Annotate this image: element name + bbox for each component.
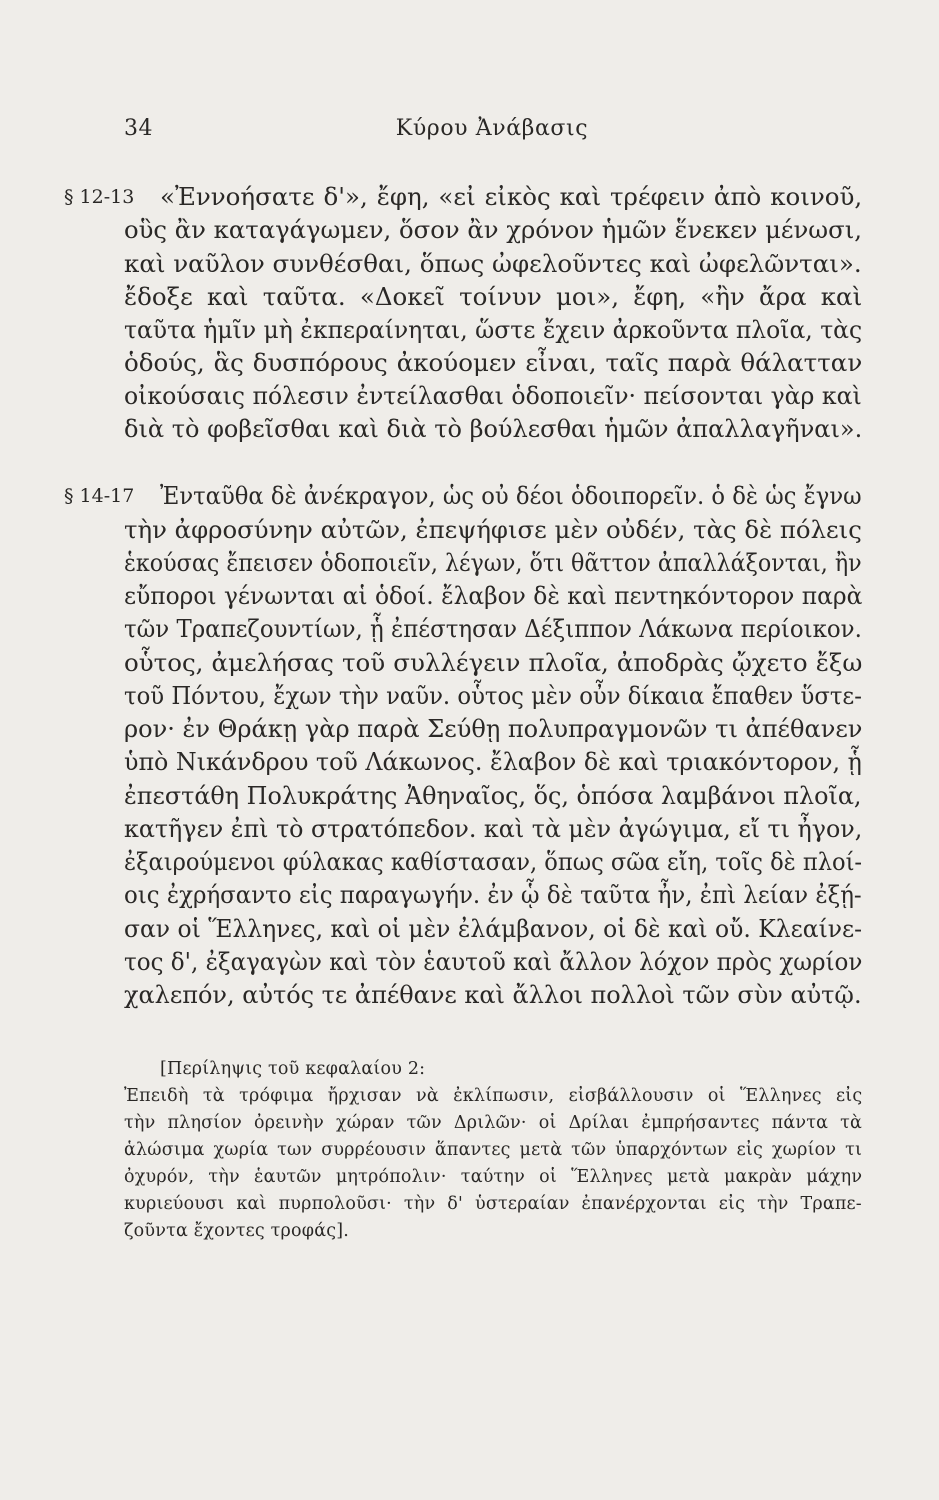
running-title: Κύρου Ἀνάβασις <box>395 116 589 141</box>
footnote-line: κυριεύουσι καὶ πυρπολοῦσι· τὴν δ' ὑστεραίαν ἐπανέρχονται εἰς τὴν Τραπε- <box>124 1194 862 1214</box>
text-line: τὴν ἀφροσύνην αὐτῶν, ἐπεψήφισε μὲν οὐδέν, τὰς δὲ πόλεις <box>124 515 862 544</box>
text-line: ἑκούσας ἔπεισεν ὁδοποιεῖν, λέγων, ὅτι θᾶττον ἀπαλλάξονται, ἢν <box>124 548 862 577</box>
text-line: «Ἐννοήσατε δ'», ἔφη, «εἰ εἰκὸς καὶ τρέφειν ἀπὸ κοινοῦ, <box>160 182 863 211</box>
footnote-line: τὴν πλησίον ὀρεινὴν χώραν τῶν Δριλῶν· οἱ Δρίλαι ἐμπρήσαντες πάντα τὰ <box>124 1113 863 1133</box>
section-marker: § 12-13 <box>64 186 135 208</box>
section-marker: § 14-17 <box>64 485 135 507</box>
text-line: τῶν Τραπεζουντίων, ᾗ ἐπέστησαν Δέξιππον Λάκωνα περίοικον. <box>124 614 862 643</box>
text-line: χαλεπόν, αὐτός τε ἀπέθανε καὶ ἄλλοι πολλοὶ τῶν σὺν αὐτῷ. <box>124 980 862 1009</box>
text-line: ἐξαιρούμενοι φύλακας καθίστασαν, ὅπως σῶα εἴη, τοῖς δὲ πλοί- <box>124 847 863 876</box>
text-line: Ἐνταῦθα δὲ ἀνέκραγον, ὡς οὐ δέοι ὁδοιπορεῖν. ὁ δὲ ὡς ἔγνω <box>160 481 862 510</box>
page-number: 34 <box>124 116 153 141</box>
footnote-line: Ἐπειδὴ τὰ τρόφιμα ἤρχισαν νὰ ἐκλίπωσιν, εἰσβάλλουσιν οἱ Ἕλληνες εἰς <box>124 1086 863 1106</box>
text-line: οὓς ἂν καταγάγωμεν, ὅσον ἂν χρόνον ἡμῶν ἕνεκεν μένωσι, <box>124 215 862 244</box>
page-header <box>124 116 860 150</box>
text-line: σαν οἱ Ἕλληνες, καὶ οἱ μὲν ἐλάμβανον, οἱ δὲ καὶ οὔ. Κλεαίνε- <box>124 914 863 943</box>
text-line: ταῦτα ἡμῖν μὴ ἐκπεραίνηται, ὥστε ἔχειν ἀρκοῦντα πλοῖα, τὰς <box>124 315 863 344</box>
text-line: ρον· ἐν Θράκῃ γὰρ παρὰ Σεύθῃ πολυπραγμονῶν τι ἀπέθανεν <box>124 714 863 743</box>
text-line: οις ἐχρήσαντο εἰς παραγωγήν. ἐν ᾧ δὲ ταῦτα ἦν, ἐπὶ λείαν ἐξῄ- <box>124 880 862 909</box>
text-line: καὶ ναῦλον συνθέσθαι, ὅπως ὠφελοῦντες καὶ ὠφελῶνται». <box>124 249 862 278</box>
text-line: ἐπεστάθη Πολυκράτης Ἀθηναῖος, ὅς, ὁπόσα λαμβάνοι πλοῖα, <box>124 781 862 810</box>
text-line: οὗτος, ἀμελήσας τοῦ συλλέγειν πλοῖα, ἀποδρὰς ᾤχετο ἔξω <box>124 648 863 677</box>
footnote-line: [Περίληψις τοῦ κεφαλαίου 2: <box>160 1059 426 1079</box>
text-line: ἔδοξε καὶ ταῦτα. «Δοκεῖ τοίνυν μοι», ἔφη, «ἢν ἄρα καὶ <box>124 282 863 311</box>
text-line: διὰ τὸ φοβεῖσθαι καὶ διὰ τὸ βούλεσθαι ἡμῶν ἀπαλλαγῆναι». <box>124 414 863 443</box>
text-line: τος δ', ἐξαγαγὼν καὶ τὸν ἑαυτοῦ καὶ ἄλλον λόχον πρὸς χωρίον <box>124 947 863 976</box>
text-line: ὑπὸ Νικάνδρου τοῦ Λάκωνος. ἔλαβον δὲ καὶ τριακόντορον, ᾗ <box>124 747 862 776</box>
text-line: κατῆγεν ἐπὶ τὸ στρατόπεδον. καὶ τὰ μὲν ἀγώγιμα, εἴ τι ἦγον, <box>124 814 863 843</box>
text-line: ὁδούς, ἃς δυσπόρους ἀκούομεν εἶναι, ταῖς παρὰ θάλατταν <box>124 348 863 377</box>
text-line: οἰκούσαις πόλεσιν ἐντείλασθαι ὁδοποιεῖν· πείσονται γὰρ καὶ <box>124 381 862 410</box>
footnote-line: ἁλώσιμα χωρία των συρρέουσιν ἅπαντες μετὰ τῶν ὑπαρχόντων εἰς χωρίον τι <box>124 1140 863 1160</box>
text-line: εὔποροι γένωνται αἱ ὁδοί. ἔλαβον δὲ καὶ πεντηκόντορον παρὰ <box>124 581 863 610</box>
footnote-line: ὀχυρόν, τὴν ἑαυτῶν μητρόπολιν· ταύτην οἱ Ἕλληνες μετὰ μακρὰν μάχην <box>124 1167 863 1187</box>
footnote-line: ζοῦντα ἔχοντες τροφάς]. <box>124 1221 350 1241</box>
text-line: τοῦ Πόντου, ἔχων τὴν ναῦν. οὗτος μὲν οὖν δίκαια ἔπαθεν ὕστε- <box>124 681 862 710</box>
